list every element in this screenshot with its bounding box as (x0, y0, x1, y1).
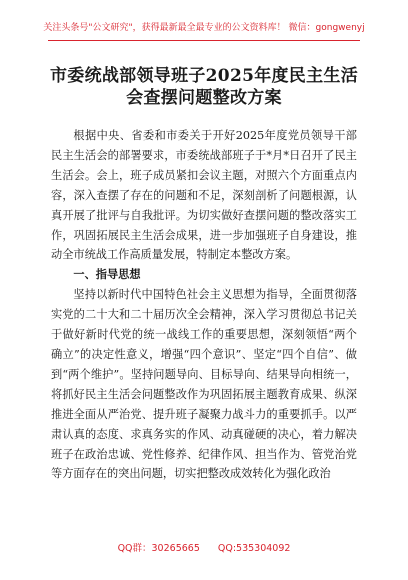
footer-qq-group: QQ群：30265665 (117, 543, 200, 554)
footer-contact (0, 540, 408, 554)
title-line-2: 会查摆问题整改方案 (126, 88, 282, 108)
section-heading-guiding-ideology: 一、指导思想 (73, 268, 141, 282)
title-line-1: 市委统战部领导班子2025年度民主生活 (49, 66, 358, 86)
document-title (40, 65, 368, 109)
header-notice: 关注头条号"公文研究"，获得最新最全最专业的公文资料库！ 微信：gongwenyj (43, 23, 365, 33)
document-body (51, 126, 357, 484)
footer-qq: QQ:535304092 (217, 543, 291, 554)
section-1-paragraph: 坚持以新时代中国特色社会主义思想为指导，全面贯彻落实党的二十大和二十届历次全会精神，深入学习贯彻总书记关于做好新时代党的统一战线工作的重要思想，深刻领悟“两个确立”的决定性意义，增强“四个意识”、坚定“四个自信”、做到“两个维护”。坚持问题导向、目标导向、结果导向相统一，将抓好民主生活会问题整改作为巩固拓展主题教育成果、纵深推进全面从严治党、提升班子凝聚力战斗力的重要抓手。以严肃认真的态度、求真务实的作风、动真碰硬的决心，着力解决班子在政治忠诚、党性修养、纪律作风、担当作为、管党治党等方面存在的突出问题，切实把整改成效转化为强化政治 (51, 288, 357, 481)
intro-paragraph: 根据中央、省委和市委关于开好2025年度党员领导干部民主生活会的部署要求，市委统战部班子于*月*日召开了民主生活会。会上，班子成员紧扣会议主题，对照六个方面重点内容，深入查摆了存在的问题和不足，深刻剖析了问题根源，认真开展了批评与自我批评。为切实做好查摆问题的整改落实工作，巩固拓展民主生活会成果，进一步加强班子自身建设，推动全市统战工作高质量发展，特制定本整改方案。 (51, 129, 357, 262)
header-divider (48, 40, 360, 41)
